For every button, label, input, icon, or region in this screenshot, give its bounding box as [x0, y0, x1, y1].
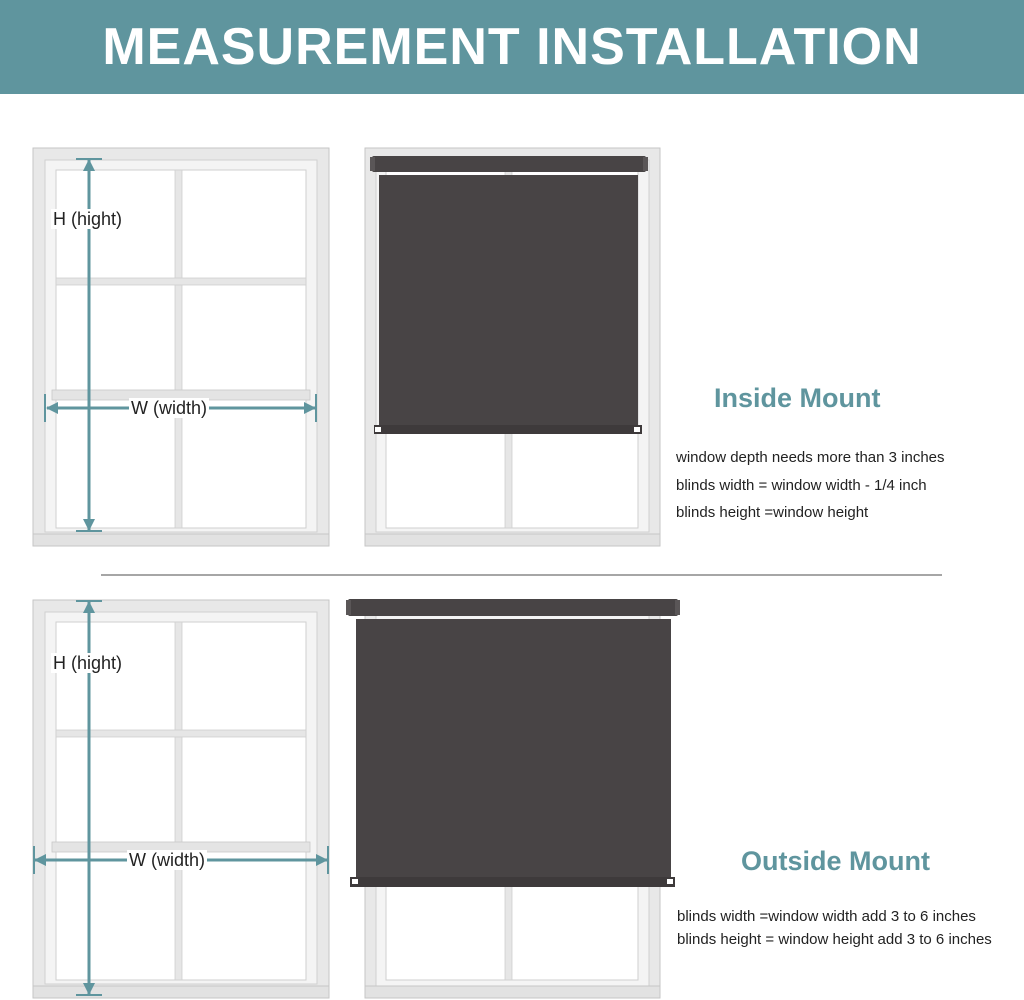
outside-mount-title: Outside Mount: [741, 846, 930, 876]
outside-mount-note: blinds width =window width add 3 to 6 inches: [677, 908, 976, 925]
page-title: MEASUREMENT INSTALLATION: [102, 18, 922, 76]
width-label-bottom: W (width): [129, 850, 205, 870]
inside-mount-note: blinds height =window height: [676, 504, 869, 521]
height-label-top: H (hight): [53, 209, 123, 229]
height-label-bottom: H (hight): [53, 653, 123, 673]
width-label-top: W (width): [131, 398, 207, 418]
window-inside-measure: [33, 148, 329, 546]
inside-mount-note: window depth needs more than 3 inches: [676, 449, 945, 466]
blind-outside-mount: [346, 599, 680, 887]
inside-mount-title: Inside Mount: [714, 383, 881, 413]
outside-mount-note: blinds height = window height add 3 to 6 inches: [677, 931, 992, 948]
blind-inside-mount: [370, 156, 648, 434]
inside-mount-note: blinds width = window width - 1/4 inch: [676, 477, 927, 494]
